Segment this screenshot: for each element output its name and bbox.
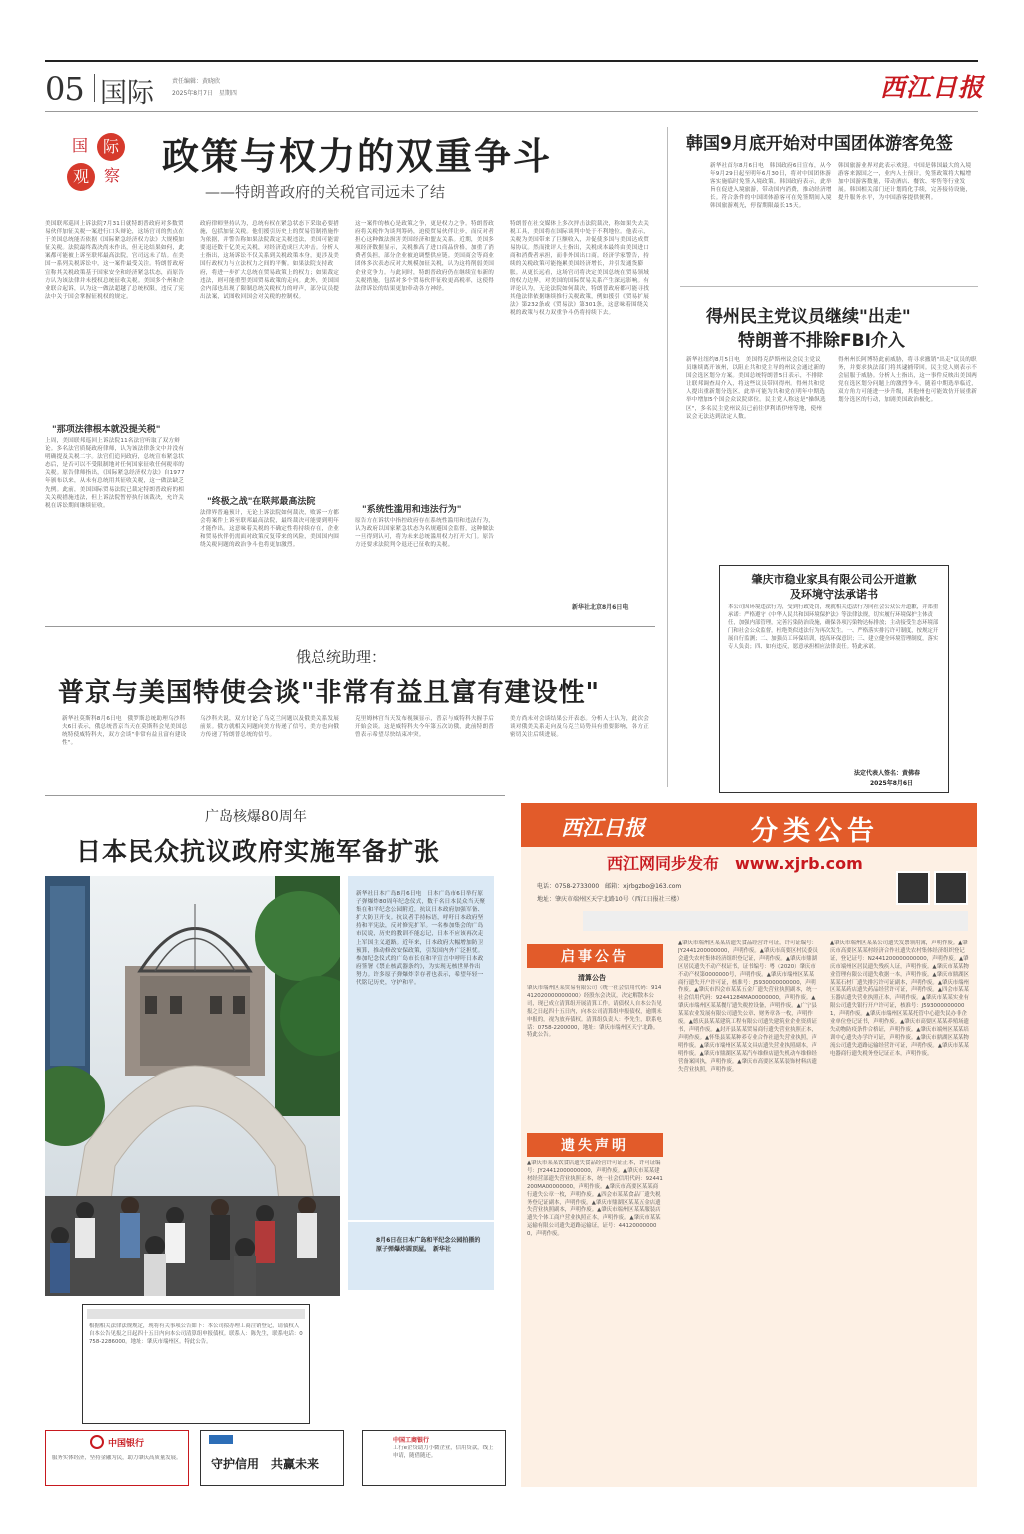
classified-col3: ▲肇庆市端州区某某公司遗失发票领用簿，声明作废。▲肇庆市高要区某某村经济合作社遗失农村集体经济组织登记证，登记证号：N2441200000000000，声明作废。▲肇庆市端州区居民遗失残疾人证，声明作废。▲肇庆市某某物业管理有限公司遗失收据一本，声明作废。▲肇庆市鼎湖区某某石材厂遗失排污许可证副本，声明作废。▲肇庆市端州区某某药店遗失药品经营许可证，声明作废。▲四会市某某玉器店遗失营业执照正本，声明作废。▲肇庆市某某实业有限公司遗失银行开户许可证，核准号：J5930000000001，声明作废。▲肇庆市端州区某某托管中心遗失民办非企业单位登记证书，声明作废。▲肇庆市高要区某某养殖场遗失动物防疫条件合格证，声明作废。▲肇庆市端州区某某培训中心遗失办学许可证，声明作废。▲肇庆市鼎湖区某某物流公司遗失道路运输经营许可证，声明作废。▲肇庆市某某电器商行遗失税务登记证正本，声明作废。	[830, 940, 969, 1057]
apology-notice-box: 肇庆市稳业家具有限公司公开道歉 及环境守法承诺书 本公司因环境违法行为，受到行政处罚，现就相关违法行为向社会公众公开道歉，并郑重承诺：严格遵守《中华人民共和国环境保护法》等法律法规，切实履行环境保护主体责任，加强内部管理，完善污染防治设施，确保各项污染物达标排放；主动接受生态环境部门和社会公众监督，杜绝类似违法行为再次发生。一、严格落实排污许可制度，按规定开展自行监测；二、加强员工环保培训，提高环保意识；三、建立健全环境管理制度，落实专人负责；四、如有违反，愿意承担相应法律责任。特此承诺。 法定代表人签名：黄佛春 2025年8月6日	[719, 565, 949, 793]
classified-contact-1: 电话：0758-2733000 邮箱：xjrbgzbo@163.com	[537, 883, 682, 890]
credit-ad: 守护信用 共赢未来	[200, 1430, 344, 1486]
photo-side-text-box: 新华社日本广岛8月6日电 日本广岛市6日举行原子弹爆炸80周年纪念仪式，数千名日本民众当天聚集在和平纪念公园附近，抗议日本政府加强军备、扩大防卫开支。抗议者手持标语，呼吁日本政府坚持和平宪法，反对修宪扩军。一名参加集会的广岛市民说，历史的教训不能忘记，日本不应该再次走上军国主义道路。近年来，日本政府大幅增加防卫预算，推动修改安保政策，引发国内外广泛担忧。参加纪念仪式的广岛市长在和平宣言中呼吁日本政府签署《禁止核武器条约》，为实现无核世界作出努力。许多原子弹爆炸幸存者也表示，希望年轻一代铭记历史，守护和平。	[348, 876, 494, 1220]
photo-caption-box: 8月6日在日本广岛和平纪念公园拍摄的原子弹爆炸圆顶屋。 新华社	[348, 1222, 494, 1290]
credit-logo-icon	[209, 1435, 233, 1444]
article4-col1: 新华社莫斯科8月6日电 俄罗斯总统助理乌沙科夫6日表示，俄总统普京当天在莫斯科会见美国总统特使威特科夫，双方会谈"非常有益且富有建设性"。	[62, 716, 188, 747]
top-rule	[45, 60, 978, 62]
article2-title: 韩国9月底开始对中国团体游客免签	[686, 134, 953, 154]
article5-title: 日本民众抗议政府实施军备扩张	[76, 837, 441, 866]
small-notice-box: 根据相关法律法规规定，现将有关事项公告如下：本公司拟办理工商注销登记，请债权人自本公告见报之日起四十五日内向本公司清算组申报债权。联系人：陈先生，联系电话：0758-2286000。地址：肇庆市端州区。特此公告。	[82, 1304, 310, 1424]
article1-subhead-1: "那项法律根本就没提关税"	[52, 425, 161, 435]
editor-line: 责任编辑：黄晓欣	[172, 78, 221, 85]
article1-subhead-3: "系统性滥用和违法行为"	[362, 505, 462, 515]
classified-col2: ▲肇庆市端州区某某店遗失食品经营许可证，许可证编号：JY2441200000000，声明作废。▲肇庆市高要区村民委员会遗失农村集体经济组织登记证，声明作废。▲肇庆市鼎湖区居民遗失不动产权证书，证书编号：粤（2020）肇庆市不动产权第0000000号，声明作废。▲肇庆市端州区某某商行遗失开户许可证，核准号：J5930000000000，声明作废。▲肇庆市四会市某某五金厂遗失营业执照副本，统一社会信用代码：92441284MA00000000，声明作废。▲肇庆市端州区某某餐厅遗失税控设备，声明作废。▲广宁县某某农业发展有限公司遗失公章、财务章各一枚，声明作废。▲德庆县某某建筑工程有限公司遗失建筑业企业资质证书，声明作废。▲封开县某某贸易商行遗失营业执照正本，声明作废。▲怀集县某某种养专业合作社遗失营业执照，声明作废。▲肇庆市端州区某某文具店遗失营业执照副本，声明作废。▲肇庆市鼎湖区某某汽车维修店遗失机动车维修经营备案回执，声明作废。▲肇庆市高要区某某装饰材料店遗失营业执照，声明作废。	[678, 940, 818, 1073]
newspaper-logo: 西江日报	[880, 73, 985, 102]
classified-sync-line: 西江网同步发布 www.xjrb.com	[607, 854, 863, 873]
bank-ad-2: 中国工商银行 工行e企贷助力小微企业，信用贷款，线上申请，随借随还。	[362, 1430, 506, 1486]
article4-col3: 克里姆林宫当天发布视频显示，普京与威特科夫握手后开始会谈。这是威特科夫今年第五次访俄，此前特朗普曾表示希望尽快结束冲突。	[355, 716, 495, 739]
classified-contact-2: 地址：肇庆市端州区天宁北路10号（西江日报社三楼）	[537, 896, 683, 903]
masthead-rule	[45, 111, 978, 112]
article3-col1: 新华社纽约8月5日电 美国得克萨斯州议会民主党议员继续离开该州，以阻止共和党主导的州议会通过新的国会选区划分方案。美国总统特朗普5日表示，不排除让联邦调查局介入，将这些议员带回得州。得州共和党人提出重新划分选区，此举可能为共和党在明年中期选举中增加5个国会众议院席位。民主党人称这是"操纵选区"，多名民主党州议员已前往伊利诺伊州等地，使州议会无法达到法定人数。	[686, 357, 826, 420]
category-notice-heading: 启事公告	[527, 944, 663, 968]
article1-col4: 特朗普在社交媒体上多次抨击法院裁决，称如果失去关税工具，美国将在国际谈判中处于不利地位。他表示，关税为美国带来了巨额收入，并促使多国与美国达成贸易协议。然而批评人士指出，关税成本最终由美国进口商和消费者承担，而非外国出口商。经济学家警告，持续的关税政策可能拖累美国经济增长，并引发通货膨胀。从更长远看，这场官司将决定美国总统在贸易领域的权力边界，对美国的国际贸易关系产生深远影响。有评论认为，无论法院如何裁决，特朗普政府都可能寻找其他法律依据继续推行关税政策，例如援引《贸易扩展法》第232条或《贸易法》第301条，这意味着围绕关税的政策与权力双重争斗仍将持续下去。	[510, 221, 650, 317]
article1-col3: 这一案件的核心是政策之争，更是权力之争。特朗普政府将关税作为谈判筹码，迫使贸易伙伴让步，而反对者担心这种做法损害美国经济和盟友关系。近期，美国多项经济数据显示，关税推高了进口商品价格，加重了消费者负担，部分企业被迫调整供应链。美国商会等商业团体多次表态反对大规模加征关税，认为这将削弱美国企业竞争力。与此同时，特朗普政府仍在继续宣布新的关税措施，包括对多个贸易伙伴征收更高税率，这使得法律诉讼的结果更加牵动各方神经。	[355, 221, 495, 292]
right-column-divider	[667, 127, 668, 787]
article1-col1: 美国联邦巡回上诉法院7月31日就特朗普政府对多数贸易伙伴加征关税一案进行口头辩论，这场官司的焦点在于美国总统能否依据《国际紧急经济权力法》大规模加征关税。法院最终裁决尚未作出，但无论结果如何，此案都可能被上诉至联邦最高法院，官司远未了结。在美国一系列关税诉讼中，这一案件最受关注。特朗普政府宣称其关税政策基于国家安全和经济紧急状态，而原告方认为该法律并未授权总统征收关税。美国多个州和企业联合起诉，认为这一做法超越了总统权限，违反了宪法中关于国会掌握征税权的规定。	[45, 221, 185, 300]
article3-title-line2: 特朗普不排除FBI介入	[738, 331, 905, 351]
bank-ad-1: 中国银行 服务实体经济，坚持金融为民，助力肇庆高质量发展。	[45, 1430, 189, 1486]
classified-col1-top: 肇庆市端州区某贸易有限公司（统一社会信用代码：914412020000000000）经股东会决议，决定解散本公司，现已成立清算组开展清算工作。请债权人自本公告见报之日起四十五日内，向本公司清算组申报债权，逾期未申报的，视为放弃债权。清算组负责人：李先生，联系电话：0758-2200000，地址：肇庆市端州区天宁北路。特此公告。	[527, 985, 662, 1039]
column-badge: 国 际 观 察	[65, 133, 131, 193]
hiroshima-photo	[45, 876, 340, 1296]
article4-col4: 美方尚未对会谈结果公开表态。分析人士认为，此次会谈对俄美关系走向及乌克兰局势具有重要影响，各方正密切关注后续进展。	[510, 716, 650, 739]
masthead-divider	[94, 74, 95, 102]
article3-col2: 得州州长阿博特此前威胁，将寻求撤销"出走"议员的职务，并要求执法部门将其逮捕带回。民主党人则表示不会屈服于威胁。分析人士指出，这一事件反映出美国两党在选区划分问题上的激烈争斗，随着中期选举临近，双方角力可能进一步升级，其他州也可能效仿开展重新划分选区的行动，加剧美国政治极化。	[838, 357, 978, 404]
classified-header	[521, 803, 977, 847]
article2-col1: 新华社首尔8月6日电 韩国政府6日宣布，从今年9月29日起至明年6月30日，将对中国团体游客实施临时免签入境政策。韩国政府表示，此举旨在促进入境旅游，带动国内消费，推动经济增长。符合条件的中国团体游客可在免签期间入境韩国旅游观光，停留期限最长15天。	[710, 163, 832, 210]
article1-col2b: 法律界普遍预计，无论上诉法院如何裁决，败诉一方都会将案件上诉至联邦最高法院，最终裁决可能要到明年才能作出。这意味着关税的不确定性将持续存在，企业和贸易伙伴仍需面对政策反复带来的风险，美国国内围绕关税问题的政治争斗也将更加激烈。	[200, 510, 340, 549]
qr-code-1-icon	[896, 871, 930, 905]
classified-rate-strip	[583, 911, 968, 931]
date-line: 2025年8月7日 星期四	[172, 90, 237, 97]
section-name: 国际	[100, 78, 154, 109]
article4-title: 普京与美国特使会谈"非常有益且富有建设性"	[58, 678, 601, 708]
article1-source: 新华社北京8月6日电	[572, 604, 629, 611]
article2-rule	[680, 286, 978, 287]
article3-title-line1: 得州民主党议员继续"出走"	[706, 307, 911, 327]
article1-subtitle: ——特朗普政府的关税官司远未了结	[205, 183, 446, 201]
qr-code-2-icon	[934, 871, 968, 905]
article1-col2: 政府律师坚持认为，总统有权在紧急状态下采取必要措施，包括加征关税。他们援引历史上的贸易管制措施作为依据，并警告称如果法院裁定关税违法，美国可能需要退还数千亿美元关税，对经济造成巨大冲击。分析人士指出，这场诉讼不仅关系到关税政策本身，更涉及美国行政权力与立法权力之间的平衡。如果法院支持政府，将进一步扩大总统在贸易政策上的权力；如果裁定违法，则可能重塑美国贸易政策的走向。此外，美国国会内部也出现了限制总统关税权力的呼声，部分议员提出法案，试图收回国会对关税的控制权。	[200, 221, 340, 300]
classified-logo: 西江日报	[561, 815, 645, 840]
article1-bottom-rule	[45, 626, 655, 627]
article4-col2: 乌沙科夫说，双方讨论了乌克兰问题以及俄美关系发展前景。俄方就相关问题向美方传递了信号，美方也向俄方传递了特朗普总统的信号。	[200, 716, 340, 739]
category-loss-heading: 遗失声明	[527, 1133, 663, 1157]
article1-col1b: 上周，美国联邦巡回上诉法院11名法官听取了双方辩论。多名法官质疑政府律师，认为该法律条文中并没有明确提及关税二字。法官们追问政府，总统宣布紧急状态后，是否可以不受限制地对任何国家征收任何税率的关税。原告律师指出，《国际紧急经济权力法》自1977年颁布以来，从未有总统用其征收关税，这一做法缺乏先例。此前，美国国际贸易法院已裁定特朗普政府的相关关税措施违法，但上诉法院暂停执行该裁决，允许关税在诉讼期间继续征收。	[45, 438, 185, 509]
article1-col3b: 原告方在诉状中指控政府存在系统性滥用和违法行为，认为政府以国家紧急状态为名规避国会监督，这种做法一旦得到认可，将为未来总统滥用权力打开大门。原告方还要求法院判令退还已征收的关税。	[355, 518, 495, 549]
article4-bottom-rule	[45, 795, 505, 796]
classified-title: 分类公告	[751, 816, 879, 847]
article1-subhead-2: "终极之战"在联邦最高法院	[207, 497, 316, 507]
classified-col1-bottom: ▲肇庆市某某饮食店遗失食品经营许可证正本，许可证编号：JY24412000000000，声明作废。▲肇庆市某某建材经营部遗失营业执照正本，统一社会信用代码：92441200MA00000000，声明作废。▲肇庆市高要区某某商行遗失公章一枚，声明作废。▲四会市某某食品厂遗失税务登记证副本，声明作废。▲肇庆市鼎湖区某某五金店遗失营业执照副本，声明作废。▲肇庆市端州区某某服装店遗失个体工商户营业执照正本，声明作废。▲肇庆市某某运输有限公司遗失道路运输证，证号：441200000000，声明作废。	[527, 1160, 663, 1238]
page-number: 05	[45, 70, 84, 108]
article2-col2: 韩国旅游业界对此表示欢迎。中国是韩国最大的入境游客来源国之一，业内人士预计，免签政策将大幅增加中国游客数量，带动酒店、餐饮、零售等行业发展。韩国相关部门还计划简化手续，完善接待设施，提升服务水平，为中国游客提供便利。	[838, 163, 972, 202]
article1-title: 政策与权力的双重争斗	[162, 134, 552, 178]
article5-kicker: 广岛核爆80周年	[205, 809, 307, 825]
bank-logo-icon	[90, 1435, 104, 1449]
article4-kicker: 俄总统助理：	[296, 648, 387, 666]
liquidation-notice-title: 清算公告	[578, 974, 606, 982]
